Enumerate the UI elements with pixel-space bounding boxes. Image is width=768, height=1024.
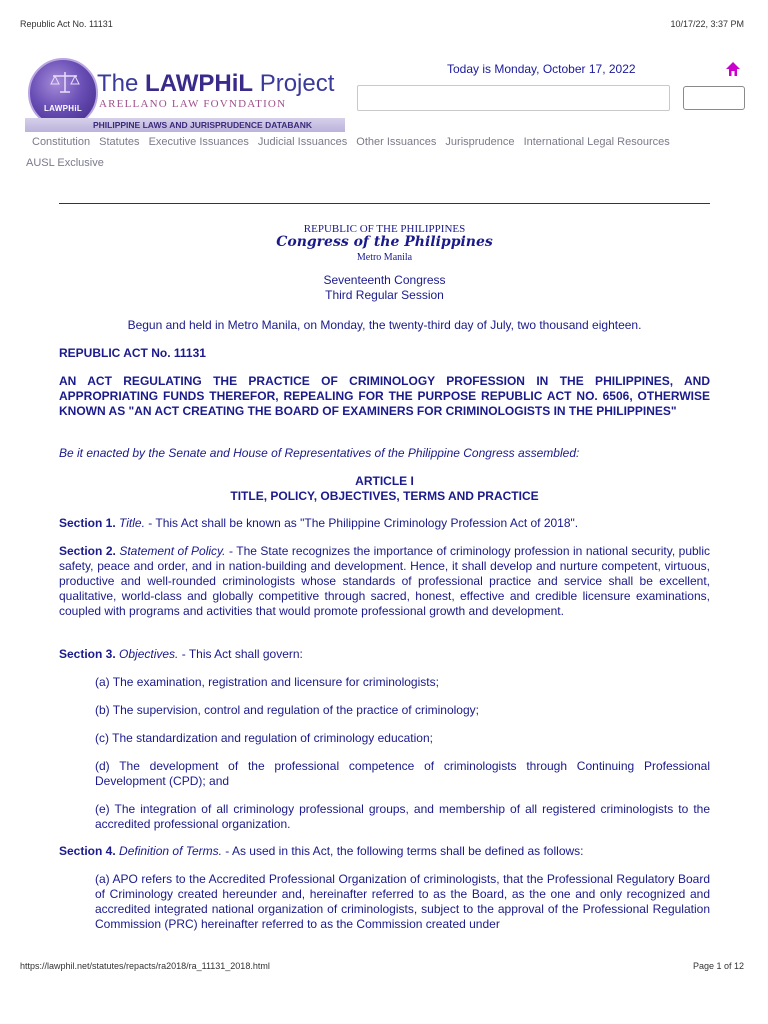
article-heading: ARTICLE I TITLE, POLICY, OBJECTIVES, TERMS AND PRACTICE (230, 474, 539, 503)
site-subtitle: ARELLANO LAW FOVNDATION (99, 98, 287, 110)
home-icon[interactable] (724, 60, 742, 78)
act-number: REPUBLIC ACT No. 11131 (59, 346, 206, 360)
definition-a: (a) APO refers to the Accredited Professional Organization of criminologists, that the Professional Regulatory Board of Criminology created hereunder and, hereinafter referred to as the Board, as the one and only recognized and accredited integrated national organization of criminologists, subject to the approval of the Professional Regulation Commission (PRC) hereinafter referred to as the Commission created under (95, 872, 710, 931)
nav-judicial-issuances[interactable]: Judicial Issuances (257, 136, 348, 148)
congress-number: Seventeenth Congress (323, 273, 446, 287)
congress-heading: Congress of the Philippines (276, 234, 493, 250)
seal-text: LAWPHiL (43, 104, 83, 113)
main-nav (32, 136, 732, 148)
scales-of-justice-icon (50, 70, 80, 96)
nav-international-legal-resources[interactable]: International Legal Resources (523, 136, 670, 148)
print-header (20, 19, 744, 33)
print-footer-page: Page 1 of 12 (692, 961, 744, 971)
enacting-clause: Be it enacted by the Senate and House of Representatives of the Philippine Congress assembled: (59, 446, 580, 460)
print-footer (20, 961, 744, 975)
search-button[interactable] (683, 86, 745, 110)
nav-statutes[interactable]: Statutes (99, 136, 140, 148)
lawphil-logo[interactable] (25, 58, 345, 134)
nav-executive-issuances[interactable]: Executive Issuances (148, 136, 249, 148)
objective-a: (a) The examination, registration and licensure for criminologists; (95, 675, 439, 689)
site-title: The LAWPHiL Project (97, 70, 335, 97)
objective-b: (b) The supervision, control and regulation of the practice of criminology; (95, 703, 479, 717)
section-1: Section 1. Title. - This Act shall be known as "The Philippine Criminology Profession Act of 2018". (59, 516, 579, 530)
search-input[interactable] (357, 85, 670, 111)
section-2: Section 2. Statement of Policy. - The State recognizes the importance of criminology profession in national security, public safety, peace and order, and in nation-building and development. Hence, it shall develop and nurture competent, virtuous, productive and well-rounded criminologists whose standards of professional practice and service shall be excellent, qualitative, world-class and globally competitive through sacred, honest, effective and credible licensure examinations, coupled with programs and activities that would promote professional growth and development. (59, 544, 710, 618)
objective-c: (c) The standardization and regulation of criminology education; (95, 731, 433, 745)
print-footer-url: https://lawphil.net/statutes/repacts/ra2018/ra_11131_2018.html (20, 961, 270, 971)
nav-ausl-exclusive[interactable]: AUSL Exclusive (26, 157, 104, 169)
nav-constitution[interactable]: Constitution (32, 136, 91, 148)
databank-banner: PHILIPPINE LAWS AND JURISPRUDENCE DATABANK (25, 118, 345, 132)
city-heading: Metro Manila (356, 252, 413, 263)
print-header-datetime: 10/17/22, 3:37 PM (670, 19, 744, 29)
session-name: Third Regular Session (325, 288, 444, 302)
today-date: Today is Monday, October 17, 2022 (447, 62, 636, 76)
act-title: AN ACT REGULATING THE PRACTICE OF CRIMINOLOGY PROFESSION IN THE PHILIPPINES, AND APPROPRIATING FUNDS THEREFOR, REPEALING FOR THE PURPOSE REPUBLIC ACT NO. 6506, OTHERWISE KNOWN AS "AN ACT CREATING THE BOARD OF EXAMINERS FOR CRIMINOLOGISTS IN THE PHILIPPINES" (59, 374, 710, 418)
section-4: Section 4. Definition of Terms. - As used in this Act, the following terms shall be defined as follows: (59, 844, 584, 858)
section-3: Section 3. Objectives. - This Act shall govern: (59, 647, 303, 661)
nav-other-issuances[interactable]: Other Issuances (356, 136, 437, 148)
divider (59, 203, 710, 204)
begun-statement: Begun and held in Metro Manila, on Monday, the twenty-third day of July, two thousand eighteen. (127, 318, 642, 332)
republic-heading: REPUBLIC OF THE PHILIPPINES (303, 223, 466, 235)
objective-d: (d) The development of the professional competence of criminologists through Continuing Professional Development (CPD); and (95, 759, 710, 788)
print-header-title: Republic Act No. 11131 (20, 19, 113, 29)
objective-e: (e) The integration of all criminology professional groups, and membership of all registered criminologists to the accredited professional organization. (95, 802, 710, 831)
nav-jurisprudence[interactable]: Jurisprudence (445, 136, 515, 148)
